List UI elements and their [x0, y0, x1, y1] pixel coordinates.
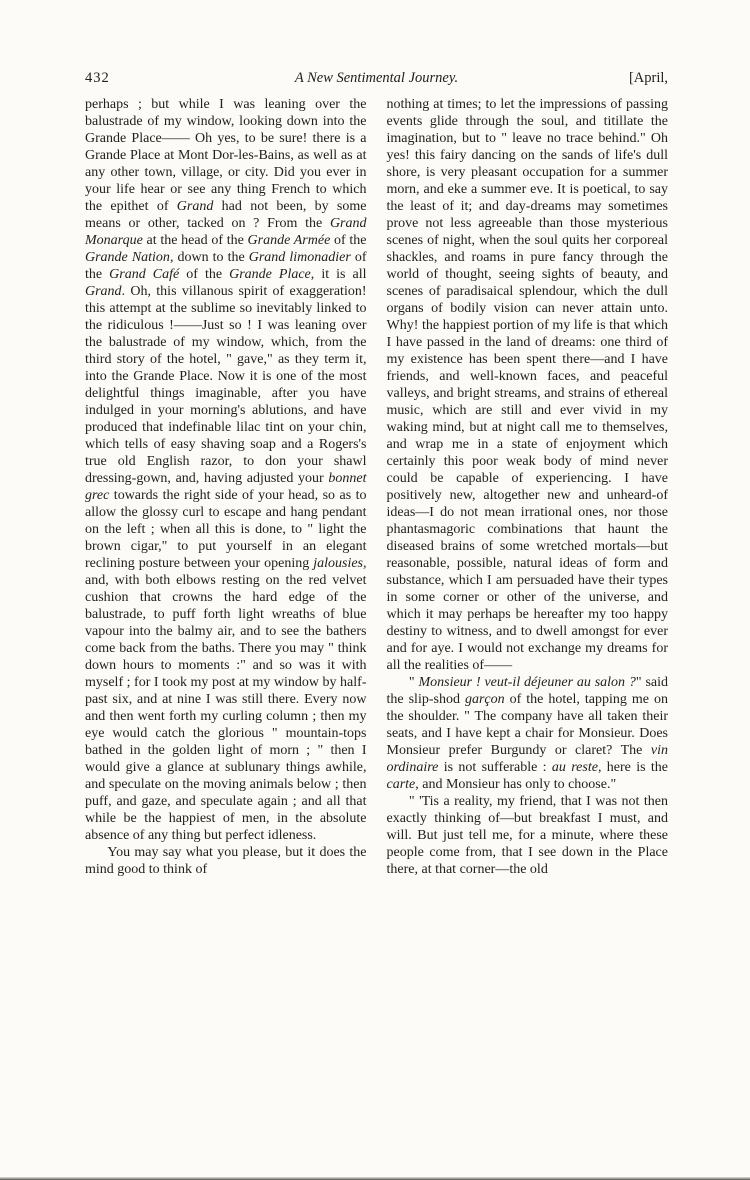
text-run: , here is the — [597, 760, 669, 775]
italic-text-run: carte — [386, 777, 416, 792]
right-column — [387, 96, 669, 878]
paragraph — [85, 96, 367, 844]
italic-text-run: Monsieur ! veut-il déjeuner au salon ? — [418, 675, 636, 690]
issue-date: [April, — [628, 70, 668, 86]
italic-text-run: bonnet grec — [85, 471, 367, 503]
text-run: towards the right side of your head, so as to allow the glossy curl to escape and hang pendant on the left ; when all this is done, to " light the brown cigar," to put yourself in an elegant reclining posture between your opening — [85, 488, 367, 571]
paragraph — [85, 844, 367, 878]
paragraph — [387, 793, 669, 878]
paragraph — [387, 96, 669, 674]
italic-text-run: Grand limonadier — [248, 250, 351, 265]
italic-text-run: Grand Monarque — [85, 216, 367, 248]
text-run: , and, with both elbows resting on the red velvet cushion that crowns the hard edge of the balustrade, to puff forth light wreaths of blue vapour into the balmy air, and to see the bathers come back from the baths. There you may " think down hours to moments :" and so was it with myself ; for I took my post at my window by half-past six, and at nine I was still there. Every now and then went forth my curling column ; then my eye would catch the glorious " mountain-tops bathed in the golden light of morn ; " then I would give a glance at sublunary things awhile, and speculate on the moving animals below ; then puff, and gaze, and speculate again ; and all that while be the happiest of men, in the absolute absence of any thing but perfect idleness. — [85, 556, 367, 843]
text-run: of the — [179, 267, 230, 282]
italic-text-run: Grande Nation — [85, 250, 170, 265]
paragraph — [387, 674, 669, 793]
journal-title: A New Sentimental Journey. — [294, 70, 459, 86]
text-run: of the — [330, 233, 367, 248]
text-run: perhaps ; but while I was leaning over the balustrade of my window, looking down into the Grande Place—— Oh yes, to be sure! there is a Grande Place at Mont Dor-les-Bains, as well as at any other town, village, or city. Did you ever in your life hear or see any thing French to which the epithet of — [85, 97, 367, 214]
page-header — [85, 70, 668, 87]
italic-text-run: au reste — [551, 760, 598, 775]
text-columns — [85, 96, 668, 878]
italic-text-run: Grande Place — [229, 267, 311, 282]
text-run: of the — [85, 250, 367, 282]
text-run: , and Monsieur has only to choose." — [415, 777, 617, 792]
italic-text-run: jalousies — [313, 556, 363, 571]
text-run: , down to the — [169, 250, 249, 265]
text-run: nothing at times; to let the impressions of passing events glide through the soul, and titillate the imagination, but to " leave no trace behind." Oh yes! this fairy dancing on the sands of life's dull shore, is very pleasant occupation for a summer morn, and eke a summer eve. It is poetical, to say the least of it; and day-dreams may sometimes prove not less agreeable than those mysterious scenes of night, when the soul quits her corporeal shackles, and roams in pure fancy through the world of thought, seeing sights of beauty, and scenes of paradisaical splendour, which the dull organs of bodily vision can never attain unto. Why! the happiest portion of my life is that which I have passed in the land of dreams: one third of my existence has been spent there—and I have friends, and well-known faces, and peaceful valleys, and bright streams, and strains of ethereal music, which are still and ever vivid in my waking mind, but at night call me to themselves, and wrap me in a state of enjoyment which certainly this poor weak body of mind never could be capable of experiencing. I have positively new, altogether new and unheard-of ideas—I do not mean irrational ones, nor those phantasmagoric combinations that haunt the diseased brains of some wretched mortals—but reasonable, possible, natural ideas of form and substance, which I am persuaded have their types in some corner or other of the universe, and which it may perhaps be hereafter my too happy destiny to witness, and to dwell amongst for ever and for aye. I would not exchange my dreams for all the realities of—— — [386, 97, 668, 673]
italic-text-run: Grand — [176, 199, 214, 214]
italic-text-run: Grand Café — [109, 267, 180, 282]
text-run: at the head of the — [142, 233, 248, 248]
text-run: " 'Tis a reality, my friend, that I was not then exactly thinking of—but breakfast I must, and will. But just tell me, for a minute, where these people come from, that I see down in the Place there, at that corner—the old — [386, 794, 668, 877]
text-run: You may say what you please, but it does the mind good to think of — [85, 845, 367, 877]
text-run: is not sufferable : — [438, 760, 552, 775]
text-run: of the hotel, tapping me on the shoulder. " The company have all taken their seats, and I have kept a chair for Monsieur. Does Monsieur prefer Burgundy or claret? The — [386, 692, 668, 758]
italic-text-run: garçon — [464, 692, 505, 707]
italic-text-run: vin ordinaire — [386, 743, 668, 775]
italic-text-run: Grande Armée — [247, 233, 331, 248]
text-run: " said the slip-shod — [386, 675, 668, 707]
text-run: had not been, by some means or other, tacked on ? From the — [85, 199, 367, 231]
text-run: . Oh, this villanous spirit of exaggeration! this attempt at the sublime so inevitably linked to the ridiculous !——Just so ! I was leaning over the balustrade of my window, which, from the third story of the hotel, " gave," as they term it, into the Grande Place. Now it is one of the most delightful things imaginable, after you have indulged in your morning's ablutions, and have produced that indefinable lilac tint on your chin, which tells of easy shaving soap and a Rogers's true old English razor, to don your shawl dressing-gown, and, having adjusted your — [85, 284, 367, 486]
text-run: , it is all — [310, 267, 367, 282]
text-run: " — [408, 675, 419, 690]
italic-text-run: Grand — [85, 284, 122, 299]
left-column — [85, 96, 367, 878]
page-number: 432 — [85, 70, 110, 86]
